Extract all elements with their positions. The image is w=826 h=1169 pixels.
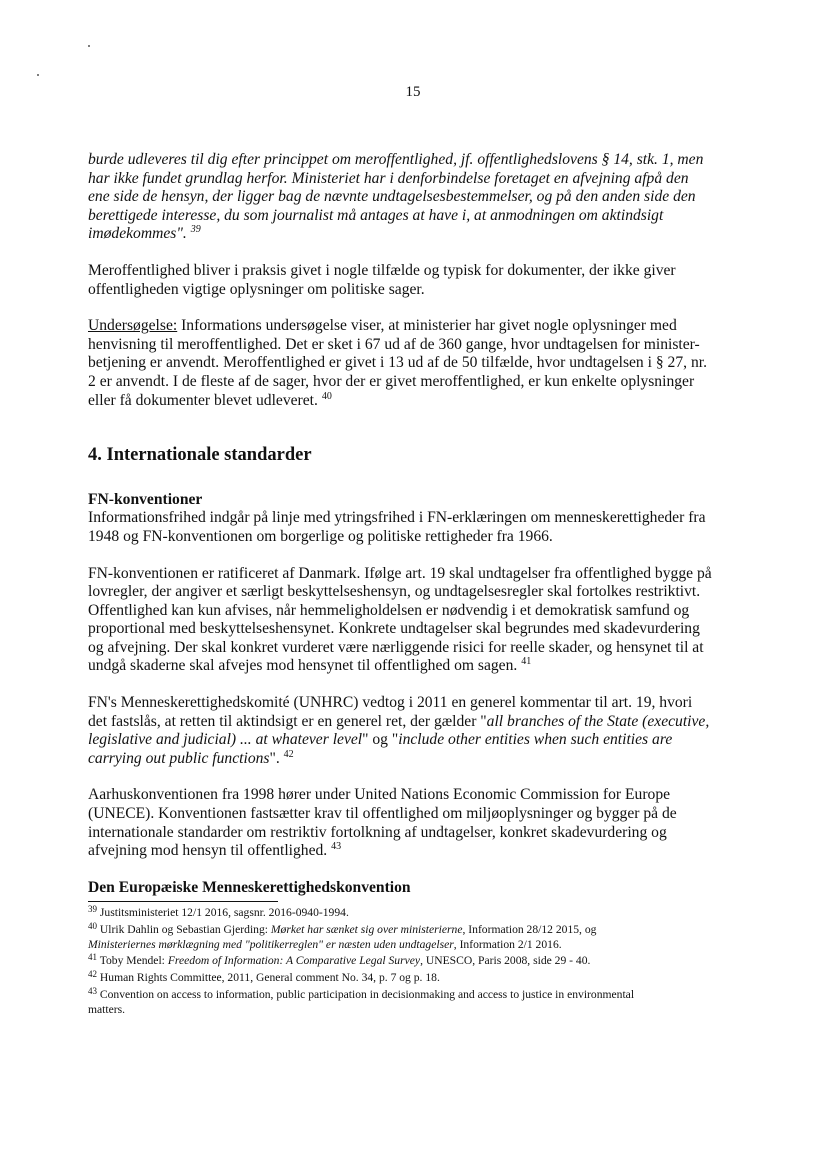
- text-line: lovregler, der angiver et særligt beskyttelseshensyn, og undtagelsesregler skal fortolkes restriktivt.: [88, 583, 701, 601]
- footnote-ref: 39: [190, 224, 201, 236]
- quoted-span: include other entities when such entities are: [398, 731, 673, 749]
- footnote-title: Freedom of Information: A Comparative Legal Survey: [167, 954, 421, 968]
- quote-line: ene side de hensyn, der ligger bag de nævnte undtagelsesbestemmelser, og på den anden side den: [88, 188, 696, 206]
- footnote-text: Toby Mendel:: [99, 954, 168, 968]
- quote-line: berettigede interesse, du som journalist må antages at have i, at anmodningen om aktindsigt: [88, 206, 664, 224]
- text-line: eller få dokumenter blevet udleveret.: [88, 391, 322, 409]
- text-line: Informations undersøgelse viser, at ministerier har givet nogle oplysninger med: [177, 317, 677, 335]
- text-line: FN's Menneskerettighedskomité (UNHRC) vedtog i 2011 en generel kommentar til art. 19, hvori: [88, 694, 693, 712]
- aarhus-paragraph: [88, 786, 738, 860]
- footnote-number: 43: [88, 985, 97, 996]
- footnote-text: matters.: [88, 1002, 126, 1016]
- footnote-text: , Information 28/12 2015, og: [462, 922, 597, 936]
- footnote-ref: 41: [521, 656, 532, 668]
- text-line: henvisning til meroffentlighed. Det er sket i 67 ud af de 360 gange, hvor undtagelsen for minister-: [88, 335, 700, 353]
- survey-paragraph: [88, 317, 738, 410]
- footnote-number: 41: [88, 952, 97, 963]
- scan-speck: [37, 74, 39, 76]
- footnote-number: 39: [88, 904, 97, 914]
- quote-paragraph: [88, 151, 738, 244]
- footnote-ref: 40: [321, 390, 332, 402]
- page-number: 15: [405, 84, 421, 100]
- footnote-text: Justitsministeriet 12/1 2016, sagsnr. 2016-0940-1994.: [99, 906, 349, 919]
- text-line: betjening er anvendt. Meroffentlighed er givet i 13 ud af de 50 tilfælde, hvor undtagelsen i § 27, nr.: [88, 354, 707, 372]
- footnote-text: , Information 2/1 2016.: [453, 937, 562, 951]
- text-line: Offentlighed kan kun afvises, når hemmeligholdelsen er nødvendig i et demokratisk samfund og: [88, 601, 690, 619]
- text-line: offentligheden vigtige oplysninger om politiske sager.: [88, 280, 425, 298]
- fn-intro-paragraph: [88, 491, 738, 547]
- footnote-ref: 42: [283, 748, 294, 760]
- scan-speck: [88, 45, 90, 47]
- text-span: det fastslås, at retten til aktindsigt er en generel ret, der gælder ": [88, 712, 487, 730]
- footnote-number: 40: [88, 920, 97, 931]
- text-line: FN-konventionen er ratificeret af Danmark. Ifølge art. 19 skal undtagelser fra offentlighed bygge på: [88, 564, 712, 582]
- body-text: [88, 151, 738, 897]
- quote-line: imødekommes".: [88, 225, 191, 243]
- quote-line: har ikke fundet grundlag herfor. Ministeriet har i denforbindelse foretaget en afvejning afpå den: [88, 169, 689, 187]
- footnote: [88, 985, 728, 1018]
- text-line: Meroffentlighed bliver i praksis givet i nogle tilfælde og typisk for dokumenter, der ikke giver: [88, 261, 676, 279]
- quoted-span: carrying out public functions: [88, 749, 270, 767]
- quote-line: burde udleveres til dig efter princippet om meroffentlighed, jf. offentlighedslovens § 14, stk. 1, men: [88, 151, 704, 168]
- subheading: FN-konventioner: [88, 490, 203, 508]
- footnote-divider: [88, 901, 278, 902]
- ratified-paragraph: [88, 565, 738, 677]
- footnote: [88, 920, 728, 953]
- footnote-number: 42: [88, 969, 97, 980]
- section-heading: 4. Internationale standarder: [88, 445, 312, 466]
- text-line: Informationsfrihed indgår på linje med ytringsfrihed i FN-erklæringen om menneskerettigheder fra: [88, 509, 706, 527]
- text-span: ".: [269, 749, 284, 767]
- footnote: [88, 954, 728, 969]
- footnote-title: Mørket har sænket sig over ministerierne: [270, 922, 463, 936]
- survey-label: Undersøgelse:: [88, 317, 178, 335]
- subheading: Den Europæiske Menneskerettighedskonvention: [88, 878, 411, 896]
- footnotes: [88, 906, 728, 1020]
- text-line: 1948 og FN-konventionen om borgerlige og politiske rettigheder fra 1966.: [88, 527, 553, 545]
- footnote-text: Human Rights Committee, 2011, General comment No. 34, p. 7 og p. 18.: [99, 971, 440, 985]
- text-line: internationale standarder om restriktiv fortolkning af undtagelser, konkret skadevurdering og: [88, 823, 667, 841]
- text-line: og afvejning. Der skal konkret vurderet være nærliggende risici for reelle skader, og hensynet til at: [88, 638, 704, 656]
- text-line: undgå skaderne skal afvejes mod hensynet til offentlighed om sagen.: [88, 657, 522, 675]
- footnote: [88, 971, 728, 986]
- footnote: [88, 906, 728, 921]
- quoted-span: all branches of the State (executive,: [486, 712, 710, 730]
- footnote-title: Ministeriernes mørklægning med "politikerreglen" er næsten uden undtagelser: [88, 937, 454, 951]
- text-line: 2 er anvendt. I de fleste af de sager, hvor der er givet meroffentlighed, er kun enkelte oplysninger: [88, 372, 695, 390]
- footnote-ref: 43: [331, 841, 342, 853]
- text-line: Aarhuskonventionen fra 1998 hører under United Nations Economic Commission for Europe: [88, 786, 671, 804]
- footnote-text: Convention on access to information, public participation in decisionmaking and access to justice in environmental: [99, 987, 635, 1001]
- footnote-text: , UNESCO, Paris 2008, side 29 - 40.: [420, 954, 591, 968]
- text-line: afvejning mod hensyn til offentlighed.: [88, 842, 332, 860]
- text-line: (UNECE). Konventionen fastsætter krav til offentlighed om miljøoplysninger og bygger på de: [88, 805, 677, 823]
- unhrc-paragraph: [88, 694, 738, 768]
- text-line: proportional med beskyttelseshensynet. Konkrete undtagelser skal begrundes med skadevurdering: [88, 620, 700, 638]
- footnote-text: Ulrik Dahlin og Sebastian Gjerding:: [99, 922, 271, 936]
- text-span: " og ": [362, 731, 399, 749]
- meroffentlighed-paragraph: [88, 262, 738, 299]
- quoted-span: legislative and judicial) ... at whatever level: [88, 731, 363, 749]
